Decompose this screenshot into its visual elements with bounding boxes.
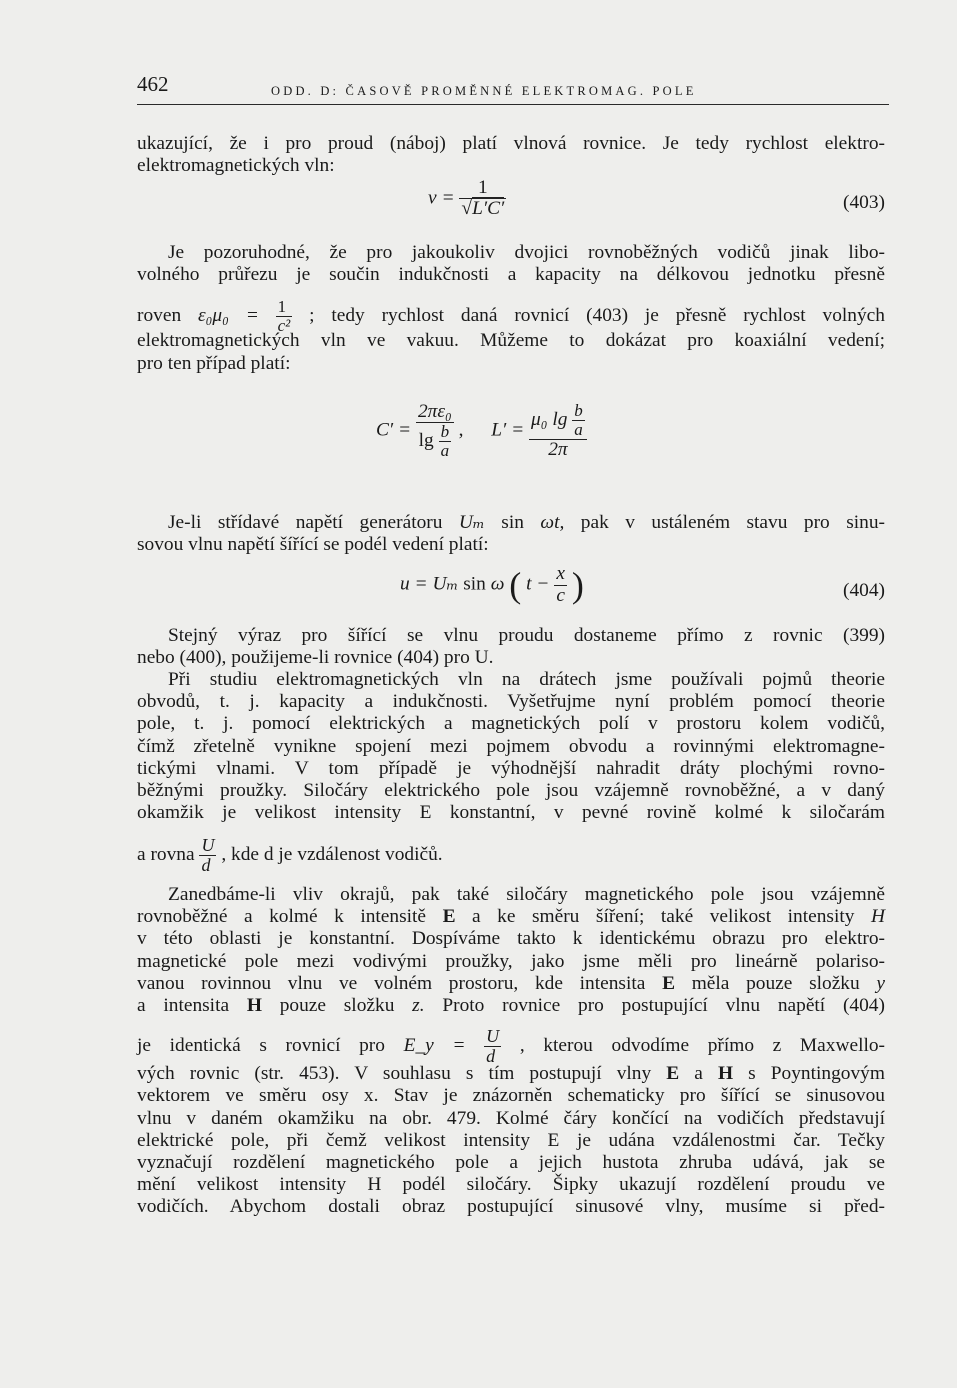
inline-fraction: [484, 1027, 501, 1066]
text-line: [137, 512, 885, 534]
fraction-denominator: d: [199, 855, 216, 875]
nested-fraction: [572, 402, 585, 439]
fraction-numerator: U: [201, 835, 215, 856]
equation-lhs: L′ =: [491, 419, 525, 441]
text-line: vodičích. Abychom dostali obraz postupující sinusové vlny, musíme si před-: [137, 1196, 885, 1218]
text-fragment: roven: [137, 305, 182, 327]
text-line: běžnými proužky. Siločáry elektrického pole jsou vzájemně rovnoběžné, a v daný: [137, 780, 885, 802]
fraction-denominator: c²: [277, 316, 291, 336]
text-fragment: a rovna: [137, 844, 195, 866]
text-fragment: vých rovnic (str. 453). V souhlasu s tím postupují vlny: [137, 1063, 652, 1085]
text-line: nebo (400), použijeme-li rovnice (404) pro U.: [137, 647, 494, 669]
vector-symbol: E: [442, 906, 456, 928]
inline-fraction: [199, 836, 216, 875]
fraction-denominator: a: [440, 441, 450, 461]
text-line-with-fraction: [137, 836, 885, 875]
text-line: Při studiu elektromagnetických vln na drátech jsme používali pojmů theorie: [168, 669, 885, 690]
math-symbol: z.: [412, 995, 425, 1017]
text-fragment: pouze složku: [279, 995, 395, 1017]
paragraph-magnetic: [137, 884, 885, 1219]
text-line: sovou vlnu napětí šířící se podél vedení platí:: [137, 534, 489, 556]
text-line: vlnu v daném okamžiku na obr. 479. Kolmé čáry končící na vodičích představují: [137, 1107, 885, 1129]
text-line: Je pozoruhodné, že pro jakoukoliv dvojici rovnoběžných vodičů jinak libo-: [168, 242, 885, 263]
equation-lhs: v =: [428, 187, 455, 209]
text-line: okamžik je velikost intensity E konstantní, v pevné rovině kolmé k siločarám: [137, 802, 885, 824]
text-line: vyznačují rozdělení magnetického pole a jejich hustota zhruba udává, jak se: [137, 1152, 885, 1174]
fraction-denominator: [459, 198, 506, 219]
fraction-numerator: 2πε₀: [417, 401, 452, 422]
vector-symbol: E: [666, 1063, 680, 1085]
text-line: elektromagnetických vln:: [137, 155, 335, 177]
text-line: v této oblasti je konstantní. Dospíváme takto k identickému obrazu pro elektro-: [137, 928, 885, 950]
text-fragment: Je-li střídavé napětí generátoru: [168, 512, 443, 533]
text-fragment: ; tedy rychlost daná rovnicí (403) je přesně rychlost volných: [309, 305, 885, 327]
text-line: [137, 906, 885, 928]
vector-symbol: E: [662, 972, 675, 994]
text-fragment: , kde d je vzdálenost vodičů.: [221, 844, 443, 866]
text-line: obvodů, t. j. kapacity a indukčnosti. Vyšetřujme nyní problém pomocí theorie: [137, 691, 885, 713]
math-symbol: ε₀μ₀ =: [198, 305, 259, 327]
right-paren: ): [571, 565, 584, 605]
text-line: elektrické pole, při čemž velikost intensity E je udána vzdálenostmi čar. Tečky: [137, 1129, 885, 1151]
text-line: tickými vlnami. V tom případě je výhodnější nahradit dráty plochými rovno-: [137, 757, 885, 779]
paragraph-field-theory: [137, 669, 885, 875]
equation-lhs: u = Uₘ: [400, 573, 459, 595]
equation-403: [428, 178, 506, 220]
text-fragment: , kterou odvodíme přímo z Maxwello-: [519, 1035, 885, 1057]
paragraph-current: [137, 625, 885, 669]
math-symbol: E_y =: [403, 1035, 466, 1057]
paragraph-generator: [137, 512, 885, 556]
paragraph-intro: [137, 133, 885, 177]
text-line: ukazující, že i pro proud (náboj) platí vlnová rovnice. Je tedy rychlost elektro-: [137, 133, 885, 154]
math-symbol: Uₘ: [458, 512, 485, 533]
text-line: volného průřezu je součin indukčnosti a kapacity na délkovou jednotku přesně: [137, 264, 885, 286]
text-line: [137, 1063, 885, 1085]
text-fragment: a ke směru šíření; také velikost intensity: [472, 906, 855, 928]
equation-fraction: [459, 178, 506, 220]
text-line: vektorem ve směru osy x. Stav je znázorněn schematicky pro šířící se sinusovou: [137, 1085, 885, 1107]
equation-lhs: C′ =: [376, 419, 412, 441]
equation-404: [400, 564, 584, 606]
text-line: Stejný výraz pro šířící se vlnu proudu dostaneme přímo z rovnic (399): [168, 625, 885, 646]
page-number: 462: [137, 72, 169, 96]
text-line: pole, t. j. pomocí elektrických a magnetických polí v prostoru kolem vodičů,: [137, 713, 885, 735]
text-line-with-fraction: [137, 1026, 885, 1067]
equation-number-403: (403): [842, 192, 885, 213]
nested-fraction: [439, 423, 452, 460]
text-fragment: rovnoběžné a kolmé k intensitě: [137, 906, 427, 928]
math-symbol: y: [876, 972, 886, 994]
text-line: Zanedbáme-li vliv okrajů, pak také siločáry magnetického pole jsou vzájemně: [168, 884, 885, 905]
sqrt-sign: √: [461, 198, 473, 220]
math-symbol: H: [870, 906, 885, 928]
text-line: [137, 995, 885, 1017]
comma: ,: [458, 419, 464, 441]
fraction-numerator: 1: [277, 297, 287, 317]
text-line: pro ten případ platí:: [137, 352, 291, 374]
math-symbol: ωt,: [540, 512, 565, 533]
fraction-denominator: 2π: [529, 439, 587, 460]
math-symbol: ω: [490, 573, 505, 595]
fraction-numerator: b: [574, 401, 583, 420]
fraction-denominator: [416, 422, 454, 460]
inductance-fraction: [529, 402, 587, 460]
page-header: [137, 72, 889, 105]
fraction-numerator: x: [556, 563, 565, 585]
text-fragment: sin: [501, 512, 524, 533]
text-fragment: je identická s rovnicí pro: [137, 1035, 385, 1057]
log-symbol: lg: [418, 430, 434, 452]
text-fragment: Proto rovnice pro postupující vlnu napětí (404): [442, 995, 885, 1017]
fraction-denominator: c: [556, 584, 565, 606]
math-symbol: μ₀ lg: [531, 408, 568, 430]
math-symbol: t −: [526, 573, 550, 595]
equation-coaxial: [376, 402, 587, 460]
fraction-numerator: U: [486, 1026, 500, 1047]
text-fragment: a: [694, 1063, 703, 1085]
fraction-denominator: d: [484, 1046, 501, 1066]
fraction-numerator: 1: [477, 177, 488, 198]
text-fragment: s Poyntingovým: [748, 1063, 885, 1085]
text-fragment: pak v ustáleném stavu pro sinu-: [580, 512, 885, 533]
equation-number-404: (404): [842, 580, 885, 601]
running-title: ODD. D: ČASOVĚ PROMĚNNÉ ELEKTROMAG. POLE: [271, 84, 697, 98]
equation-fraction: [554, 564, 567, 606]
fraction-denominator: a: [574, 419, 583, 439]
fraction-numerator: b: [440, 422, 450, 442]
text-line: [137, 973, 885, 995]
text-line-with-fraction: [137, 297, 885, 336]
left-paren: (: [509, 565, 522, 605]
paragraph-speed: [137, 242, 885, 375]
fraction-numerator: [529, 402, 587, 439]
vector-symbol: H: [717, 1063, 734, 1085]
text-fragment: a intensita: [137, 995, 230, 1017]
text-line: magnetické pole mezi vodivými proužky, jako jsme měli pro lineárně polariso-: [137, 950, 885, 972]
text-line: elektromagnetických vln ve vakuu. Můžeme to dokázat pro koaxiální vedení;: [137, 330, 885, 352]
vector-symbol: H: [246, 995, 262, 1017]
text-line: čímž zřetelně vynikne spojení mezi pojmem obvodu a rovinnými elektromagne-: [137, 735, 885, 757]
sqrt-radicand: L′C′: [472, 198, 505, 220]
capacitance-fraction: [416, 402, 454, 460]
text-fragment: měla pouze složku: [691, 972, 860, 994]
text-line: mění velikost intensity H podél siločáry. Šipky ukazují rozdělení proudu ve: [137, 1174, 885, 1196]
text-fragment: vanou rovinnou vlnu ve volném prostoru, kde intensita: [137, 972, 646, 994]
sin-function: sin: [463, 573, 486, 595]
